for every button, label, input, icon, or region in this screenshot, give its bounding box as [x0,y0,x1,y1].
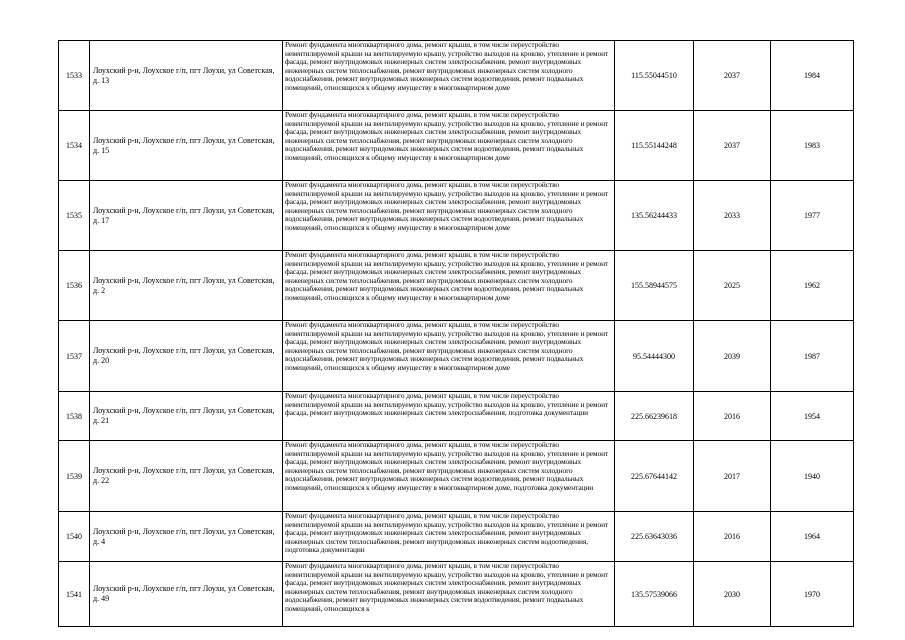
table-row [59,441,854,512]
built-year-cell: 1964 [771,512,854,562]
table-row [59,251,854,321]
address-cell: Лоухский р-н, Лоухское г/п, пгт Лоухи, ул Советская, д. 15 [90,111,283,181]
value-cell: 135.57539066 [615,562,694,627]
address-cell: Лоухский р-н, Лоухское г/п, пгт Лоухи, ул Советская, д. 4 [90,512,283,562]
works-text: Ремонт фундамента многоквартирного дома, ремонт крыши, в том числе переустройство невентилируемой крыши на вентилируемую крышу, устройство выходов на кровлю, утепление и ремонт фасада, ремонт внутридомовых инженерных систем электроснабжения, ремонт внутридомовых инженерных систем теплоснабжения, ремонт внутридомовых инженерных систем холодного водоснабжения, ремонт внутридомовых инженерных систем водоотведения, ремонт подвальных помещений, относящихся к общему имуществу в многоквартирном доме, подготовка документации [285,441,609,492]
works-cell [283,321,615,392]
works-cell [283,512,615,562]
planned-year-cell: 2016 [694,392,771,441]
table-row [59,41,854,111]
value-cell: 115.55144248 [615,111,694,181]
planned-year-cell: 2017 [694,441,771,512]
address-cell: Лоухский р-н, Лоухское г/п, пгт Лоухи, ул Советская, д. 21 [90,392,283,441]
planned-year-cell: 2025 [694,251,771,321]
row-number: 1533 [59,41,90,111]
address-cell: Лоухский р-н, Лоухское г/п, пгт Лоухи, ул Советская, д. 2 [90,251,283,321]
value-cell: 225.66239618 [615,392,694,441]
row-number: 1539 [59,441,90,512]
value-cell: 95.54444300 [615,321,694,392]
row-number: 1541 [59,562,90,627]
built-year-cell: 1970 [771,562,854,627]
works-text: Ремонт фундамента многоквартирного дома, ремонт крыши, в том числе переустройство невентилируемой крыши на вентилируемую крышу, устройство выходов на кровлю, утепление и ремонт фасада, ремонт внутридомовых инженерных систем электроснабжения, ремонт внутридомовых инженерных систем теплоснабжения, ремонт внутридомовых инженерных систем холодного водоснабжения, ремонт внутридомовых инженерных систем водоотведения, ремонт подвальных помещений, относящихся к общему имуществу в многоквартирном доме [285,111,609,162]
table-row [59,562,854,627]
works-text: Ремонт фундамента многоквартирного дома, ремонт крыши, в том числе переустройство невентилируемой крыши на вентилируемую крышу, устройство выходов на кровлю, утепление и ремонт фасада, ремонт внутридомовых инженерных систем электроснабжения, подготовка документации [285,392,609,418]
planned-year-cell: 2037 [694,111,771,181]
row-number: 1537 [59,321,90,392]
table-row [59,321,854,392]
works-cell [283,392,615,441]
table-row [59,512,854,562]
works-text: Ремонт фундамента многоквартирного дома, ремонт крыши, в том числе переустройство невентилируемой крыши на вентилируемую крышу, устройство выходов на кровлю, утепление и ремонт фасада, ремонт внутридомовых инженерных систем электроснабжения, ремонт внутридомовых инженерных систем теплоснабжения, ремонт внутридомовых инженерных систем холодного водоснабжения, ремонт внутридомовых инженерных систем водоотведения, ремонт подвальных помещений, относящихся к [285,562,609,613]
built-year-cell: 1962 [771,251,854,321]
value-cell: 225.63643036 [615,512,694,562]
works-cell [283,251,615,321]
built-year-cell: 1984 [771,41,854,111]
built-year-cell: 1987 [771,321,854,392]
built-year-cell: 1954 [771,392,854,441]
works-cell [283,441,615,512]
works-text: Ремонт фундамента многоквартирного дома, ремонт крыши, в том числе переустройство невентилируемой крыши на вентилируемую крышу, устройство выходов на кровлю, утепление и ремонт фасада, ремонт внутридомовых инженерных систем электроснабжения, ремонт внутридомовых инженерных систем теплоснабжения, ремонт внутридомовых инженерных систем холодного водоснабжения, ремонт внутридомовых инженерных систем водоотведения, ремонт подвальных помещений, относящихся к общему имуществу в многоквартирном доме [285,41,609,92]
planned-year-cell: 2033 [694,181,771,251]
value-cell: 115.55044510 [615,41,694,111]
built-year-cell: 1977 [771,181,854,251]
works-text: Ремонт фундамента многоквартирного дома, ремонт крыши, в том числе переустройство невентилируемой крыши на вентилируемую крышу, устройство выходов на кровлю, утепление и ремонт фасада, ремонт внутридомовых инженерных систем электроснабжения, ремонт внутридомовых инженерных систем теплоснабжения, ремонт внутридомовых инженерных систем холодного водоснабжения, ремонт внутридомовых инженерных систем водоотведения, ремонт подвальных помещений, относящихся к общему имуществу в многоквартирном доме [285,181,609,232]
value-cell: 135.56244433 [615,181,694,251]
address-cell: Лоухский р-н, Лоухское г/п, пгт Лоухи, ул Советская, д. 49 [90,562,283,627]
address-cell: Лоухский р-н, Лоухское г/п, пгт Лоухи, ул Советская, д. 17 [90,181,283,251]
value-cell: 155.58944575 [615,251,694,321]
planned-year-cell: 2037 [694,41,771,111]
address-cell: Лоухский р-н, Лоухское г/п, пгт Лоухи, ул Советская, д. 13 [90,41,283,111]
value-cell: 225.67644142 [615,441,694,512]
table-row [59,111,854,181]
works-cell [283,181,615,251]
row-number: 1536 [59,251,90,321]
row-number: 1540 [59,512,90,562]
planned-year-cell: 2039 [694,321,771,392]
row-number: 1534 [59,111,90,181]
capital-repair-table [58,40,854,627]
table-row [59,392,854,441]
works-text: Ремонт фундамента многоквартирного дома, ремонт крыши, в том числе переустройство невентилируемой крыши на вентилируемую крышу, устройство выходов на кровлю, утепление и ремонт фасада, ремонт внутридомовых инженерных систем электроснабжения, ремонт внутридомовых инженерных систем теплоснабжения, ремонт внутридомовых инженерных систем холодного водоснабжения, ремонт внутридомовых инженерных систем водоотведения, ремонт подвальных помещений, относящихся к общему имуществу в многоквартирном доме [285,251,609,302]
works-text: Ремонт фундамента многоквартирного дома, ремонт крыши, в том числе переустройство невентилируемой крыши на вентилируемую крышу, устройство выходов на кровлю, утепление и ремонт фасада, ремонт внутридомовых инженерных систем электроснабжения, ремонт внутридомовых инженерных систем теплоснабжения, ремонт внутридомовых инженерных систем водоотведения, подготовка документации [285,512,609,555]
works-text: Ремонт фундамента многоквартирного дома, ремонт крыши, в том числе переустройство невентилируемой крыши на вентилируемую крышу, устройство выходов на кровлю, утепление и ремонт фасада, ремонт внутридомовых инженерных систем электроснабжения, ремонт внутридомовых инженерных систем теплоснабжения, ремонт внутридомовых инженерных систем холодного водоснабжения, ремонт внутридомовых инженерных систем водоотведения, ремонт подвальных помещений, относящихся к общему имуществу в многоквартирном доме [285,321,609,372]
row-number: 1538 [59,392,90,441]
planned-year-cell: 2030 [694,562,771,627]
works-cell [283,562,615,627]
address-cell: Лоухский р-н, Лоухское г/п, пгт Лоухи, ул Советская, д. 20 [90,321,283,392]
built-year-cell: 1940 [771,441,854,512]
built-year-cell: 1983 [771,111,854,181]
planned-year-cell: 2016 [694,512,771,562]
works-cell [283,111,615,181]
works-cell [283,41,615,111]
address-cell: Лоухский р-н, Лоухское г/п, пгт Лоухи, ул Советская, д. 22 [90,441,283,512]
table-row [59,181,854,251]
row-number: 1535 [59,181,90,251]
